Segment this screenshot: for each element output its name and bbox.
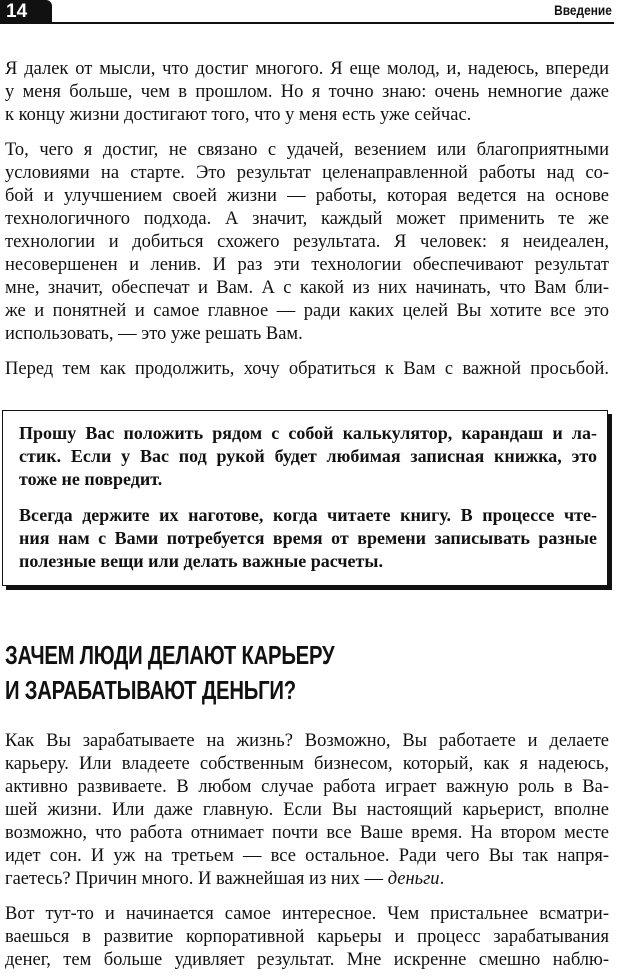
callout-line: Всегда держите их наготове, когда читаете книгу. В процессе чте-: [19, 505, 597, 525]
text-line: Вот тут-то и начинается самое интересное. Чем пристальнее всматри-: [5, 904, 609, 924]
callout-line: ния нам с Вами потребуется время от времени записывать разные: [19, 528, 597, 548]
text-line: идет сон. И уж на третьем — все остальное. Ради чего Вы так напря-: [5, 846, 609, 866]
emphasis-text: деньги: [387, 869, 440, 889]
text-line: условиями на старте. Это результат целенаправленной работы над со-: [5, 163, 609, 183]
text-line: шей жизни. Или даже главную. Если Вы настоящий карьерист, вполне: [5, 800, 609, 820]
text-line: технологии и добиться схожего результата. Я человек: я неидеален,: [5, 232, 609, 252]
text-line: мне, значит, обеспечат и Вам. А с какой из них начинать, что Вам бли-: [5, 278, 609, 298]
text-line: использовать, — это уже решать Вам.: [5, 324, 303, 344]
text-line: карьеру. Или владеете собственным бизнесом, который, как я надеюсь,: [5, 754, 609, 774]
callout-line: тоже не повредит.: [19, 469, 163, 489]
text-line: же и понятней и самое главное — ради каких целей Вы хотите все это: [5, 301, 609, 321]
text-line: [5, 868, 609, 891]
text-line: Как Вы зарабатываете на жизнь? Возможно, Вы работаете и делаете: [5, 731, 609, 751]
section-heading-line-1: ЗАЧЕМ ЛЮДИ ДЕЛАЮТ КАРЬЕРУ: [5, 640, 335, 670]
text-line: бой и улучшением своей жизни — работы, которая ведется на основе: [5, 186, 609, 206]
text-line: денег, тем больше удивляет результат. Мне искренне смешно наблю-: [5, 950, 609, 970]
callout-line: Прошу Вас положить рядом с собой калькулятор, карандаш и ла-: [19, 423, 597, 443]
text-line: То, чего я достиг, не связано с удачей, везением или благоприятными: [5, 140, 609, 160]
callout-line: полезные вещи или делать важные расчеты.: [19, 551, 383, 571]
text-line: несовершенен и ленив. И раз эти технологии обеспечивают результат: [5, 255, 609, 275]
text-line: к концу жизни достигают того, что у меня есть уже сейчас.: [5, 105, 472, 125]
header-rule: [0, 22, 614, 24]
text-span: гаетесь? Причин много. И важнейшая из них —: [5, 869, 388, 889]
callout-line: стик. Если у Вас под рукой будет любимая записная книжка, это: [19, 446, 597, 466]
text-line: технологичного подхода. А значит, каждый может применить те же: [5, 209, 609, 229]
callout-box: [2, 410, 608, 586]
text-span: .: [439, 869, 445, 889]
running-header-section: Введение: [554, 2, 612, 18]
page-number: 14: [0, 0, 52, 24]
text-line: Я далек от мысли, что достиг многого. Я еще молод, и, надеюсь, впереди: [5, 59, 609, 79]
text-line: Перед тем как продолжить, хочу обратиться к Вам с важной просьбой.: [5, 359, 609, 379]
text-line: активно развиваете. В любом случае работа играет важную роль в Ва-: [5, 777, 609, 797]
text-line: возможно, что работа отнимает почти все Ваше время. На втором месте: [5, 823, 609, 843]
text-line: у меня больше, чем в прошлом. Но я точно знаю: очень немногие даже: [5, 82, 609, 102]
text-line: ваешься в развитие корпоративной карьеры и процесс зарабатывания: [5, 927, 609, 947]
section-heading-line-2: И ЗАРАБАТЫВАЮТ ДЕНЬГИ?: [5, 675, 296, 705]
